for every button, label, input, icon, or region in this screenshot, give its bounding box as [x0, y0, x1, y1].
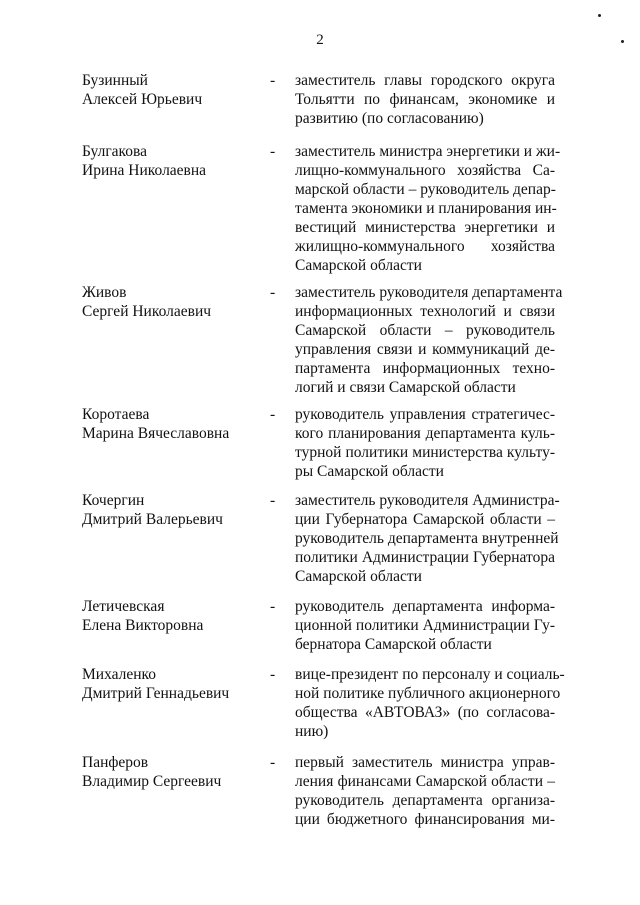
position-line: логий и связи Самарской области: [295, 379, 516, 396]
position-description: [295, 142, 561, 275]
position-line: заместитель министра энергетики и жи-: [295, 143, 561, 160]
position-description: [295, 597, 555, 654]
given-names: Сергей Николаевич: [82, 303, 212, 320]
surname: Коротаева: [82, 406, 150, 423]
position-line: заместитель руководителя департамента: [295, 284, 563, 301]
position-line: политики Администрации Губернатора: [295, 549, 555, 566]
position-line: лищно-коммунального хозяйства Са-: [295, 162, 555, 179]
surname: Панферов: [82, 754, 149, 771]
surname: Михаленко: [82, 666, 157, 683]
dash: -: [270, 143, 276, 160]
position-line: партамента информационных техно-: [295, 360, 555, 377]
position-line: общества «АВТОВАЗ» (по согласова-: [295, 704, 555, 721]
person-name: [82, 71, 262, 109]
surname: Летичевская: [82, 598, 165, 615]
position-description: [295, 71, 555, 128]
position-description: [295, 405, 555, 481]
scan-speck: [621, 40, 624, 43]
position-line: Тольятти по финансам, экономике и: [295, 91, 555, 108]
position-line: руководитель управления стратегичес-: [295, 406, 555, 423]
position-line: ления финансами Самарской области –: [295, 773, 555, 790]
position-line: нию): [295, 723, 329, 740]
position-line: турной политики министерства культу-: [295, 444, 555, 461]
scan-speck: [598, 14, 601, 17]
position-line: ции Губернатора Самарской области –: [295, 511, 555, 528]
position-line: ции бюджетного финансирования ми-: [295, 811, 555, 828]
person-name: [82, 753, 262, 791]
dash: -: [270, 754, 276, 771]
position-line: заместитель руководителя Администра-: [295, 492, 560, 509]
person-name: [82, 405, 262, 443]
position-line: Самарской области: [295, 568, 422, 585]
position-line: развитию (по согласованию): [295, 110, 484, 127]
surname: Кочергин: [82, 492, 145, 509]
person-name: [82, 597, 262, 635]
position-line: руководитель департамента организа-: [295, 792, 555, 809]
position-line: первый заместитель министра управ-: [295, 754, 555, 771]
position-line: управления связи и коммуникаций де-: [295, 341, 555, 358]
person-name: [82, 142, 262, 180]
given-names: Алексей Юрьевич: [82, 91, 203, 108]
given-names: Дмитрий Валерьевич: [82, 511, 223, 528]
position-description: [295, 665, 565, 741]
position-line: ной политике публичного акционерного: [295, 685, 561, 702]
surname: Бузинный: [82, 72, 148, 89]
given-names: Марина Вячеславовна: [82, 425, 230, 442]
position-line: вестиций министерства энергетики и: [295, 219, 555, 236]
position-line: ры Самарской области: [295, 463, 444, 480]
position-line: кого планирования департамента куль-: [295, 425, 555, 442]
dash: -: [270, 72, 276, 89]
position-description: [295, 283, 563, 397]
dash: -: [270, 666, 276, 683]
position-line: руководитель департамента внутренней: [295, 530, 559, 547]
position-line: Самарской области: [295, 257, 422, 274]
position-description: [295, 753, 555, 829]
position-line: тамента экономики и планирования ин-: [295, 200, 557, 217]
position-line: жилищно-коммунального хозяйства: [295, 238, 555, 255]
given-names: Ирина Николаевна: [82, 162, 207, 179]
dash: -: [270, 492, 276, 509]
dash: -: [270, 406, 276, 423]
position-line: марской области – руководитель депар-: [295, 181, 556, 198]
dash: -: [270, 284, 276, 301]
person-name: [82, 665, 262, 703]
position-line: Самарской области – руководитель: [295, 322, 555, 339]
person-name: [82, 491, 262, 529]
surname: Живов: [82, 284, 127, 301]
position-line: информационных технологий и связи: [295, 303, 555, 320]
position-description: [295, 491, 560, 586]
person-name: [82, 283, 262, 321]
given-names: Елена Викторовна: [82, 617, 204, 634]
position-line: руководитель департамента информа-: [295, 598, 555, 615]
surname: Булгакова: [82, 143, 148, 160]
position-line: заместитель главы городского округа: [295, 72, 555, 89]
page-number: 2: [316, 32, 324, 48]
position-line: бернатора Самарской области: [295, 636, 492, 653]
given-names: Владимир Сергеевич: [82, 773, 222, 790]
position-line: вице-президент по персоналу и социаль-: [295, 666, 565, 683]
given-names: Дмитрий Геннадьевич: [82, 685, 230, 702]
dash: -: [270, 598, 276, 615]
position-line: ционной политики Администрации Гу-: [295, 617, 555, 634]
